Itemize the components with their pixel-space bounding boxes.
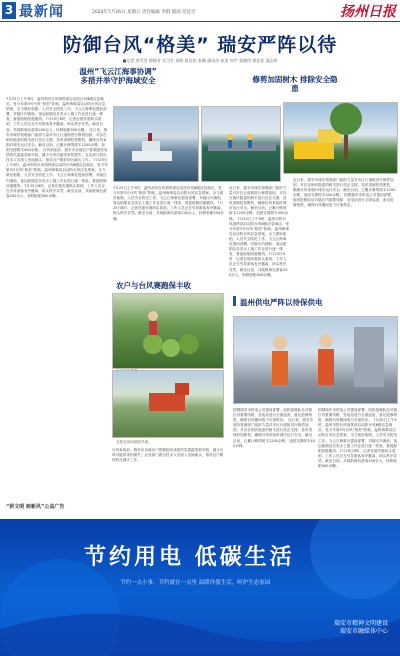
ship-illustration [114,107,199,182]
header-meta: 2024年7月26日 星期五 责任编辑 李群 版面 范征臣 [92,10,196,15]
left-article-text-cont2: 台风来临前，瑞安市各地农户抓紧抢收成熟的瓜果蔬菜和早稻，减少台风可能带来的损失。农业部门派出技术人员深入田间地头，指导农户做好防台减灾工作。 [6,147,108,163]
tree-illustration [284,103,398,174]
right-article-body [293,178,397,282]
power-illustration [234,317,398,404]
dock-illustration [202,107,281,182]
power-article-text-cont: 连日来，瑞安市城市管理部门组织力量对市区行道树进行修剪加固，对存在倒伏隐患的树木进行扶正支撑，及时清理枯枝断枝，确保台风来临时城市运行安全。截至目前，已累计修剪树木1200余株，加固支撑树木400余株。 [233,418,315,448]
banner-org-line1: 瑞安市精神文明建设 [333,620,388,627]
middle-right-article-text-cont: 7月25日上午9时，温州市防台风指挥部启动防台风Ⅲ级应急响应。受今年第3号台风“格美”影响，温州海事局启动防台风应急预案，全力做好船舶、人员安全防范工作。飞云江海事处提前部署，对辖区内渔船、客运船舶及各类水上施工作业进行逐一排查，督促船舶回港避风。7月25日8时，记者在瑞安港码头看到，工作人员正在引导游客有序撤离，码头秩序井然。截至目前，共疏散海岛游客200余人，转移船舶300余艘。 [229,216,289,277]
left-article-body [6,97,108,507]
left-article-text: 7月25日上午9时，温州市防台风指挥部启动防台风Ⅲ级应急响应。受今年第3号台风“格美”影响，温州海事局启动防台风应急预案，全力做好船舶、人员安全防范工作。飞云江海事处提前部署，对辖区内渔船、客运船舶及各类水上施工作业进行逐一排查，督促船舶回港避风。7月25日8时，记者在瑞安港码头看到，工作人员正在引导游客有序撤离，码头秩序井然。截至目前，共疏散海岛游客200余人，转移船舶300余艘。 [6,97,107,132]
banner-label: “拼文明 树新风”公益广告 [6,504,65,510]
left-article-text-cont: 连日来，瑞安市城市管理部门组织力量对市区行道树进行修剪加固，对存在倒伏隐患的树木进行扶正支撑，及时清理枯枝断枝，确保台风来临时城市运行安全。截至目前，已累计修剪树木1200余株，加固支撑树木400余株。 [6,127,108,152]
banner-subtitle: 节约一点小事，节约就在一点里 温暖你我生活，呵护生态家园 [120,580,271,586]
farm-photo [112,293,224,369]
power-photo [233,316,398,404]
middle-article-body [113,186,225,286]
section-title: 最新闻 [19,4,64,20]
tree-photo [283,102,398,174]
power-article-body [233,408,315,500]
byline: ■记者 余雪莹 徐晓芳 实习生 章辉 陈佳怡 张楠 通讯员 张凌 何宇 张晓伟 徐佳佳 邵志伟 [122,58,278,63]
field-caption: 农机在田间抢收早稻。 [116,440,152,444]
masthead-logo: 扬州日报 [340,4,396,20]
middle-article-text: 7月25日上午9时，温州市防台风指挥部启动防台风Ⅲ级应急响应。受今年第3号台风“格美”影响，温州海事局启动防台风应急预案，全力做好船舶、人员安全防范工作。飞云江海事处提前部署，对辖区内渔船、客运船舶及各类水上施工作业进行逐一排查，督促船舶回港避风。7月25日8时，记者在瑞安港码头看到，工作人员正在引导游客有序撤离，码头秩序井然。截至目前，共疏散海岛游客200余人，转移船舶300余艘。 [113,186,225,221]
page-number: 3 [2,2,16,19]
right-article-title: 修剪加固树木 排除安全隐患 [252,75,338,93]
banner-organization [334,620,388,636]
left-article-title [48,67,188,85]
field-photo [112,370,224,438]
middle-right-article-text: 连日来，瑞安市城市管理部门组织力量对市区行道树进行修剪加固，对存在倒伏隐患的树木进行扶正支撑，及时清理枯枝断枝，确保台风来临时城市运行安全。截至目前，已累计修剪树木1200余株，加固支撑树木400余株。 [229,186,289,221]
left-article-title-line1: 温州“飞云江海事协调” [79,67,157,76]
farm-illustration [113,294,224,369]
farm-article-text: 台风来临前，瑞安市各地农户抓紧抢收成熟的瓜果蔬菜和早稻，减少台风可能带来的损失。农业部门派出技术人员深入田间地头，指导农户做好防台减灾工作。 [112,448,224,463]
section-marker [233,296,236,306]
left-article-text-cont3: 7月25日上午9时，温州市防台风指挥部启动防台风Ⅲ级应急响应。受今年第3号台风“格美”影响，温州海事局启动防台风应急预案，全力做好船舶、人员安全防范工作。飞云江海事处提前部署，对辖区内渔船、客运船舶及各类水上施工作业进行逐一排查，督促船舶回港避风。7月25日8时，记者在瑞安港码头看到，工作人员正在引导游客有序撤离，码头秩序井然。截至目前，共疏散海岛游客200余人，转移船舶300余艘。 [6,158,108,198]
right-article-text-cont: 国网瑞安市供电公司提前部署，组织抢修队伍对辖区内重要线路、变电站进行全面巡查，备足抢修物资，确保台风期间电力可靠供应。 [293,193,395,208]
left-article-title-line2: 多措并举守护海域安全 [80,76,156,85]
main-headline: 防御台风“格美” 瑞安严阵以待 [62,34,338,56]
banner-title: 节约用电 低碳生活 [84,545,295,570]
power-article-text-col2-cont: 7月25日上午9时，温州市防台风指挥部启动防台风Ⅲ级应急响应。受今年第3号台风“格美”影响，温州海事局启动防台风应急预案，全力做好船舶、人员安全防范工作。飞云江海事处提前部署，对辖区内渔船、客运船舶及各类水上施工作业进行逐一排查，督促船舶回港避风。7月25日8时，记者在瑞安港码头看到，工作人员正在引导游客有序撤离，码头秩序井然。截至目前，共疏散海岛游客200余人，转移船舶300余艘。 [318,418,398,469]
power-article-body-col2 [318,408,398,500]
banner-org-line2: 瑞安市融媒体中心 [339,628,388,635]
middle-right-article-body [229,186,289,312]
power-article-title: 温州供电严阵以待保供电 [240,298,323,307]
field-illustration [113,371,224,438]
power-article-text: 国网瑞安市供电公司提前部署，组织抢修队伍对辖区内重要线路、变电站进行全面巡查，备足抢修物资，确保台风期间电力可靠供应。 [233,408,313,423]
dock-photo [201,106,281,182]
power-article-text-col2: 国网瑞安市供电公司提前部署，组织抢修队伍对辖区内重要线路、变电站进行全面巡查，备足抢修物资，确保台风期间电力可靠供应。 [318,408,398,423]
farm-article-title: 农户与台风赛跑保丰收 [116,281,191,290]
right-article-text: 连日来，瑞安市城市管理部门组织力量对市区行道树进行修剪加固，对存在倒伏隐患的树木进行扶正支撑，及时清理枯枝断枝，确保台风来临时城市运行安全。截至目前，已累计修剪树木1200余株，加固支撑树木400余株。 [293,178,396,198]
ship-photo [113,106,199,182]
farm-article-body [112,448,224,500]
